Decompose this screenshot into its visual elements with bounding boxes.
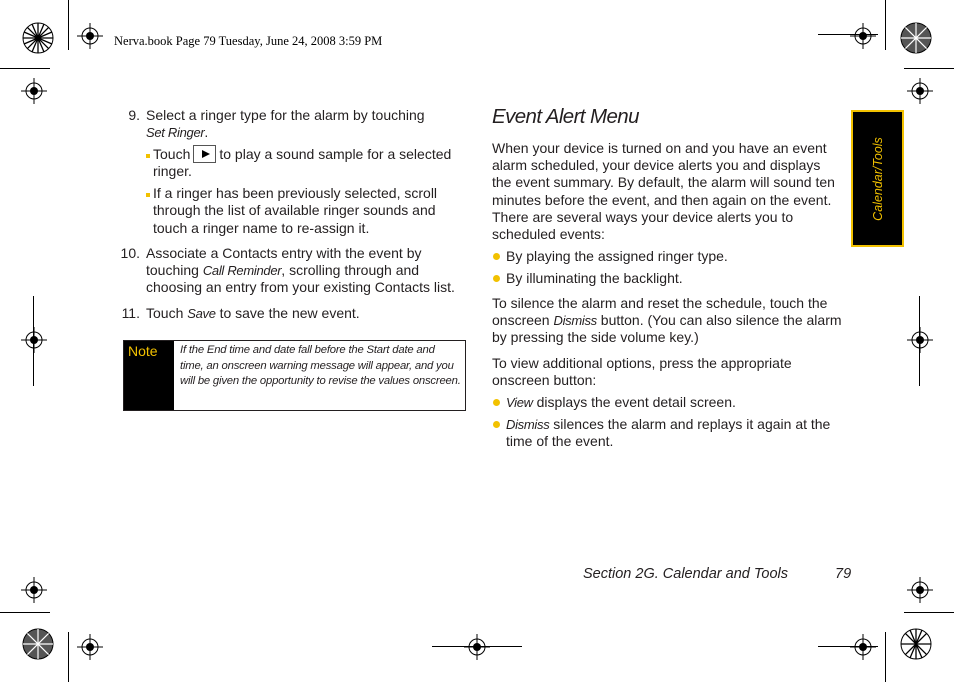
list-item — [492, 270, 842, 287]
bullet-icon — [493, 421, 500, 428]
starburst-icon — [900, 22, 932, 54]
crop-line — [0, 68, 50, 69]
list-item-text: displays the event detail screen. — [536, 394, 736, 410]
starburst-icon — [22, 628, 54, 660]
registration-mark-icon — [464, 634, 490, 660]
registration-mark-icon — [850, 23, 876, 49]
step-number: 10. — [120, 245, 140, 261]
sub-bullet-text: If a ringer has been previously selected, scroll — [153, 185, 438, 201]
sub-bullet — [153, 185, 473, 237]
paragraph-text: To silence the alarm and reset the schedule, touch the onscreen — [492, 295, 828, 329]
step-text — [146, 107, 476, 141]
list-item — [492, 416, 842, 450]
step-text-line: , scrolling through and — [281, 262, 420, 278]
step-text — [146, 305, 476, 322]
starburst-icon — [900, 628, 932, 660]
ui-term-dismiss: Dismiss — [553, 313, 597, 329]
paragraph-text: button. (You can also silence the alarm by pressing the side volume key.) — [492, 312, 842, 346]
crop-line — [818, 34, 878, 35]
bullet-icon — [493, 253, 500, 260]
list-item-text: By illuminating the backlight. — [506, 270, 683, 286]
registration-mark-icon — [907, 78, 933, 104]
sub-bullet-text: ringer. — [153, 163, 192, 180]
registration-mark-icon — [907, 577, 933, 603]
crop-line — [885, 632, 886, 682]
list-item — [492, 248, 842, 265]
crop-line — [68, 0, 69, 50]
silence-paragraph — [492, 295, 842, 347]
footer-section-title: Section 2G. Calendar and Tools — [583, 566, 789, 582]
step-number: 9. — [128, 107, 140, 123]
registration-mark-icon — [907, 327, 933, 353]
crop-line — [818, 646, 878, 647]
note-label: Note — [124, 341, 174, 410]
crop-line — [919, 296, 920, 386]
list-item — [492, 394, 842, 411]
play-icon — [193, 145, 216, 163]
sub-bullet-text: touch a ringer name to re-assign it. — [153, 219, 370, 236]
crop-line — [0, 612, 50, 613]
bullet-icon — [493, 275, 500, 282]
page-number: 79 — [835, 566, 852, 582]
step-text-line: Touch — [146, 305, 184, 321]
step-text-line: to save the new event. — [219, 305, 360, 321]
options-paragraph: To view additional options, press the appropriate onscreen button: — [492, 355, 792, 389]
bullet-icon — [146, 154, 150, 158]
crop-line — [885, 0, 886, 50]
registration-mark-icon — [21, 78, 47, 104]
sub-bullet — [153, 145, 473, 181]
registration-mark-icon — [77, 634, 103, 660]
list-item-text: silences the alarm and replays it again at the time of the event. — [506, 416, 831, 450]
registration-mark-icon — [21, 577, 47, 603]
starburst-icon — [22, 22, 54, 54]
intro-paragraph: When your device is turned on and you have an event alarm scheduled, your device alerts you and displays the event summary. By default, the alarm will sound ten minutes before the event, and then again on the event. There are several ways your device alerts you to scheduled events: — [492, 140, 835, 243]
ui-term-call-reminder: Call Reminder — [202, 263, 282, 278]
step-text-line: touching — [146, 262, 199, 278]
registration-mark-icon — [850, 634, 876, 660]
step-number: 11. — [121, 305, 140, 321]
ui-term-set-ringer: Set Ringer — [146, 125, 205, 140]
bullet-icon — [146, 193, 150, 197]
ui-term-view: View — [506, 395, 533, 410]
bullet-icon — [493, 399, 500, 406]
step-text — [146, 245, 476, 296]
section-side-tab — [851, 110, 904, 247]
print-header: Nerva.book Page 79 Tuesday, June 24, 2008 3:59 PM — [114, 34, 383, 48]
step-end: . — [204, 124, 209, 140]
note-text: If the End time and date fall before the Start date and time, an onscreen warning message will appear, and you will be given the opportunity to revise the values onscreen. — [180, 344, 461, 388]
section-title: Event Alert Menu — [492, 105, 639, 128]
sub-bullet-text: Touch — [153, 146, 191, 162]
ui-term-save: Save — [187, 306, 216, 321]
ui-term-dismiss: Dismiss — [506, 417, 550, 432]
crop-line — [33, 296, 34, 386]
sub-bullet-text: to play a sound sample for a selected — [219, 146, 452, 162]
sub-bullet-text: through the list of available ringer sounds and — [153, 202, 436, 219]
crop-line — [904, 612, 954, 613]
crop-line — [904, 68, 954, 69]
registration-mark-icon — [77, 23, 103, 49]
note-box — [123, 340, 466, 411]
list-item-text: By playing the assigned ringer type. — [506, 248, 728, 264]
step-text-line: Associate a Contacts entry with the event by — [146, 245, 422, 261]
registration-mark-icon — [21, 327, 47, 353]
step-text-line: choosing an entry from your existing Contacts list. — [146, 279, 455, 295]
step-text-line: Select a ringer type for the alarm by touching — [146, 107, 425, 123]
side-tab-label: Calendar/Tools — [870, 136, 885, 221]
crop-line — [68, 632, 69, 682]
crop-line — [432, 646, 522, 647]
